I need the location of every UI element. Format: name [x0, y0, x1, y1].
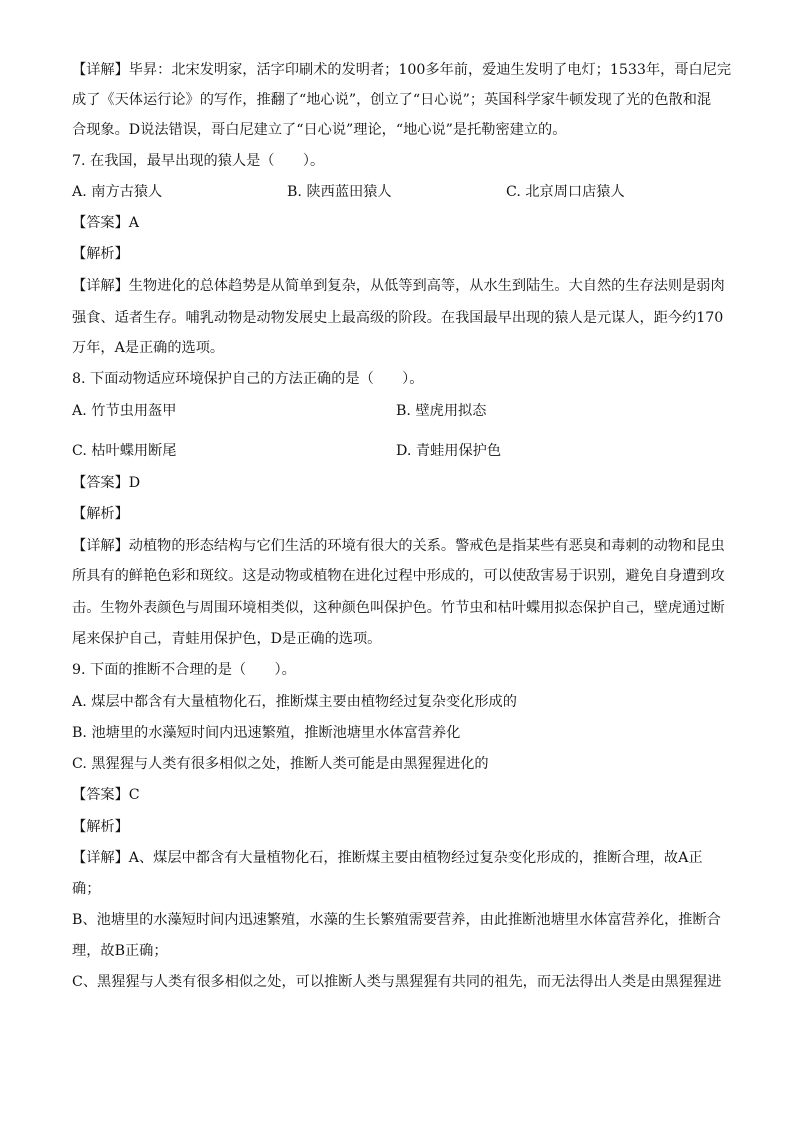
detail-line: 【详解】生物进化的总体趋势是从简单到复杂，从低等到高等，从水生到陆生。大自然的生存法则是弱肉 — [72, 278, 725, 294]
detail-line: 【详解】毕昇：北宋发明家，活字印刷术的发明者；100多年前，爱迪生发明了电灯；1533年，哥白尼完 — [72, 62, 732, 78]
option-c: C. 北京周口店猿人 — [506, 184, 625, 200]
analysis-label: 【解析】 — [72, 506, 129, 522]
option-c: C. 黑猩猩与人类有很多相似之处，推断人类可能是由黑猩猩进化的 — [72, 756, 489, 772]
detail-line: 【详解】A、煤层中都含有大量植物化石，推断煤主要由植物经过复杂变化形成的，推断合理，故A正 — [72, 850, 703, 866]
answer-label: 【答案】D — [72, 475, 141, 491]
detail-line: 【详解】动植物的形态结构与它们生活的环境有很大的关系。警戒色是指某些有恶臭和毒刺的动物和昆虫 — [72, 538, 725, 554]
question-8-options-row1 — [72, 401, 486, 421]
question-7: 7. 在我国，最早出现的猿人是（ ）。 — [72, 153, 325, 169]
detail-line: C、黑猩猩与人类有很多相似之处，可以推断人类与黑猩猩有共同的祖先，而无法得出人类是由黑猩猩进 — [72, 974, 722, 990]
analysis-label: 【解析】 — [72, 819, 129, 835]
detail-line: 万年，A是正确的选项。 — [72, 340, 225, 356]
question-7-options — [72, 182, 625, 202]
detail-line: B、池塘里的水藻短时间内迅速繁殖，水藻的生长繁殖需要营养，由此推断池塘里水体富营养化，推断合 — [72, 912, 721, 928]
detail-line: 所具有的鲜艳色彩和斑纹。这是动物或植物在进化过程中形成的，可以使敌害易于识别，避免自身遭到攻 — [72, 568, 725, 584]
option-b: B. 陕西蓝田猿人 — [287, 184, 392, 200]
option-b: B. 池塘里的水藻短时间内迅速繁殖，推断池塘里水体富营养化 — [72, 725, 461, 741]
option-a: A. 竹节虫用盔甲 — [72, 403, 177, 419]
detail-line: 成了《天体运行论》的写作，推翻了“地心说”，创立了“日心说”；英国科学家牛顿发现了光的色散和混 — [72, 92, 712, 108]
option-d: D. 青蛙用保护色 — [396, 443, 502, 459]
option-a: A. 南方古猿人 — [72, 184, 163, 200]
question-8: 8. 下面动物适应环境保护自己的方法正确的是（ ）。 — [72, 371, 424, 387]
detail-line: 强食、适者生存。哺乳动物是动物发展史上最高级的阶段。在我国最早出现的猿人是元谋人，距今约170 — [72, 310, 724, 326]
detail-line: 理，故B正确； — [72, 943, 168, 959]
detail-line: 合现象。D说法错误，哥白尼建立了“日心说”理论，“地心说”是托勒密建立的。 — [72, 122, 567, 138]
analysis-label: 【解析】 — [72, 246, 129, 262]
detail-line: 尾来保护自己，青蛙用保护色，D是正确的选项。 — [72, 631, 382, 647]
detail-line: 击。生物外表颜色与周围环境相类似，这种颜色叫保护色。竹节虫和枯叶蝶用拟态保护自己，壁虎通过断 — [72, 600, 725, 616]
question-9: 9. 下面的推断不合理的是（ ）。 — [72, 662, 296, 678]
answer-label: 【答案】C — [72, 787, 140, 803]
question-8-options-row2 — [72, 441, 501, 461]
detail-line: 确； — [72, 881, 101, 897]
answer-label: 【答案】A — [72, 215, 139, 231]
option-b: B. 壁虎用拟态 — [396, 403, 487, 419]
option-a: A. 煤层中都含有大量植物化石，推断煤主要由植物经过复杂变化形成的 — [72, 694, 517, 710]
option-c: C. 枯叶蝶用断尾 — [72, 443, 177, 459]
